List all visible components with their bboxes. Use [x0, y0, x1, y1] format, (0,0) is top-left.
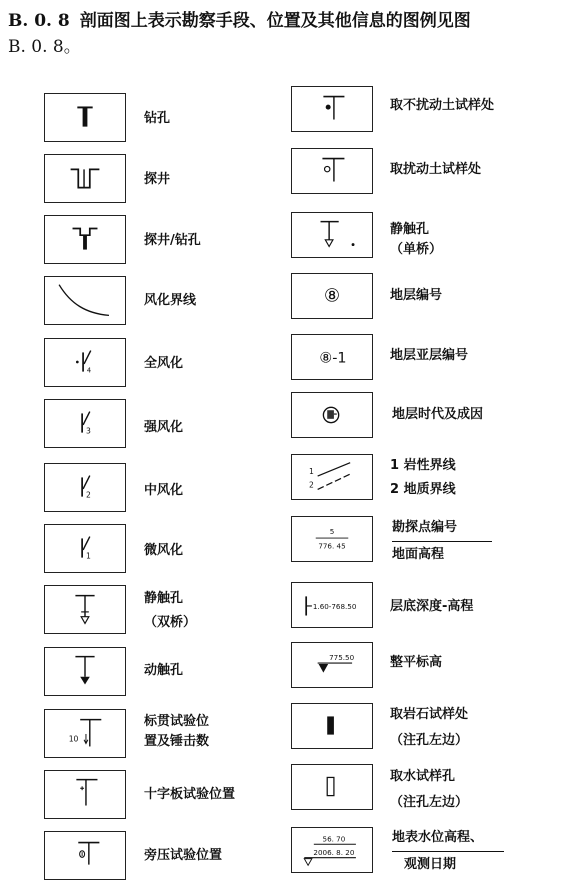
section-title-line2: B. 0. 8。 [8, 37, 81, 57]
legend-label-bottom-depth: 层底深度-高程 [390, 599, 474, 614]
fully-weathered-icon [45, 339, 125, 386]
legend-box-water-sample [291, 764, 373, 810]
pressuremeter-icon [45, 832, 125, 879]
legend-box-boundaries [291, 454, 373, 500]
legend-label-strongly-weathered: 强风化 [144, 420, 184, 435]
section-header [8, 8, 564, 60]
borehole-icon [45, 94, 125, 141]
legend-box-rock-sample [291, 703, 373, 749]
legend-box-surface-water [291, 827, 373, 873]
legend-label-stratum-number: 地层编号 [390, 288, 443, 303]
legend-label-pressuremeter: 旁压试验位置 [144, 848, 223, 863]
legend-label-water-sample: 取水试样孔 （注孔左边） [390, 769, 469, 810]
legend-label-boundaries: 1 岩性界线 2 地质界线 [390, 458, 456, 497]
strongly-weathered-icon [45, 400, 125, 447]
legend-label-static-cpt-double: 静触孔 （双桥） [144, 591, 197, 630]
leveling-value: 775.50 [329, 653, 355, 663]
legend-box-moderately-weathered [44, 463, 126, 512]
rock-sample-icon [292, 704, 372, 748]
exploratory-well-icon [45, 155, 125, 202]
legend-box-leveling [291, 642, 373, 688]
static-cpt-single-icon [292, 213, 372, 257]
legend-box-slightly-weathered [44, 524, 126, 573]
legend-box-spt [44, 709, 126, 758]
legend-label-surface-water: 地表水位高程、 观测日期 [392, 828, 504, 875]
legend-box-stratum-number [291, 273, 373, 319]
legend-box-weathering-boundary [44, 276, 126, 325]
legend-label-exploratory-well: 探井 [144, 172, 171, 187]
legend-label-slightly-weathered: 微风化 [144, 543, 184, 558]
svg-text:1: 1 [309, 467, 314, 477]
surface-water-icon [292, 828, 372, 872]
legend-box-borehole [44, 93, 126, 142]
ground-elevation: 776. 45 [318, 541, 346, 551]
svg-text:3: 3 [85, 426, 91, 436]
legend-label-borehole: 钻孔 [144, 111, 171, 126]
legend-label-fully-weathered: 全风化 [144, 356, 184, 371]
legend-label-static-cpt-single: 静触孔 （单桥） [390, 222, 443, 257]
legend-box-bottom-depth [291, 582, 373, 628]
svg-text:2: 2 [85, 490, 91, 500]
legend-box-fully-weathered [44, 338, 126, 387]
legend-box-disturbed-sample [291, 148, 373, 194]
legend-box-exploratory-well [44, 154, 126, 203]
moderately-weathered-icon [45, 464, 125, 511]
spt-count: 10 [68, 734, 79, 744]
svg-text:2: 2 [309, 480, 314, 490]
substratum-number-icon [292, 335, 372, 379]
legend-label-well-borehole: 探井/钻孔 [144, 233, 201, 248]
water-sample-icon [292, 765, 372, 809]
legend-label-point-number: 勘探点编号 地面高程 [392, 518, 492, 565]
legend-box-undisturbed-sample [291, 86, 373, 132]
legend-box-pressuremeter [44, 831, 126, 880]
legend-box-dynamic-cpt [44, 647, 126, 696]
slightly-weathered-icon [45, 525, 125, 572]
legend-label-weathering-boundary: 风化界线 [144, 293, 197, 308]
legend-label-leveling: 整平标高 [390, 655, 443, 670]
depth-elevation-value: 1.60-768.50 [312, 601, 357, 611]
legend-label-undisturbed-sample: 取不扰动土试样处 [390, 98, 495, 113]
section-number: B. 0. 8 [8, 11, 70, 31]
dynamic-cpt-icon [45, 648, 125, 695]
legend-box-well-borehole [44, 215, 126, 264]
legend-label-vane-test: 十字板试验位置 [144, 787, 236, 802]
point-number-icon [292, 517, 372, 561]
section-title: 剖面图上表示勘察手段、位置及其他信息的图例见图 [79, 11, 471, 31]
legend-box-stratum-age [291, 392, 373, 438]
substratum-number-symbol: ⑧-1 [319, 350, 347, 367]
water-level-value: 56. 70 [322, 834, 346, 844]
legend-box-substratum-number [291, 334, 373, 380]
legend-label-dynamic-cpt: 动触孔 [144, 663, 184, 678]
disturbed-sample-icon [292, 149, 372, 193]
svg-text:1: 1 [85, 551, 91, 561]
legend-box-static-cpt-single [291, 212, 373, 258]
stratum-age-icon [292, 393, 372, 437]
spt-icon [45, 710, 125, 757]
leveling-icon [292, 643, 372, 687]
observation-date: 2006. 8. 20 [313, 847, 355, 857]
stratum-number-icon [292, 274, 372, 318]
static-cpt-double-icon [45, 586, 125, 633]
bottom-depth-icon [292, 583, 372, 627]
well-borehole-icon [45, 216, 125, 263]
legend-label-moderately-weathered: 中风化 [144, 483, 184, 498]
legend-box-static-cpt-double [44, 585, 126, 634]
stratum-number-symbol: ⑧ [323, 285, 341, 307]
legend-label-disturbed-sample: 取扰动土试样处 [390, 162, 482, 177]
legend-box-vane-test [44, 770, 126, 819]
legend-box-point-number [291, 516, 373, 562]
legend-box-strongly-weathered [44, 399, 126, 448]
legend-label-spt: 标贯试验位 置及锤击数 [144, 714, 210, 749]
svg-text:4: 4 [86, 366, 92, 375]
point-number: 5 [329, 527, 335, 537]
legend-label-substratum-number: 地层亚层编号 [390, 348, 469, 363]
vane-test-icon [45, 771, 125, 818]
legend-label-stratum-age: 地层时代及成因 [392, 407, 484, 422]
legend-label-rock-sample: 取岩石试样处 （注孔左边） [390, 707, 469, 748]
undisturbed-sample-icon [292, 87, 372, 131]
boundary-lines-icon [292, 455, 372, 499]
weathering-curve-icon [45, 277, 125, 324]
